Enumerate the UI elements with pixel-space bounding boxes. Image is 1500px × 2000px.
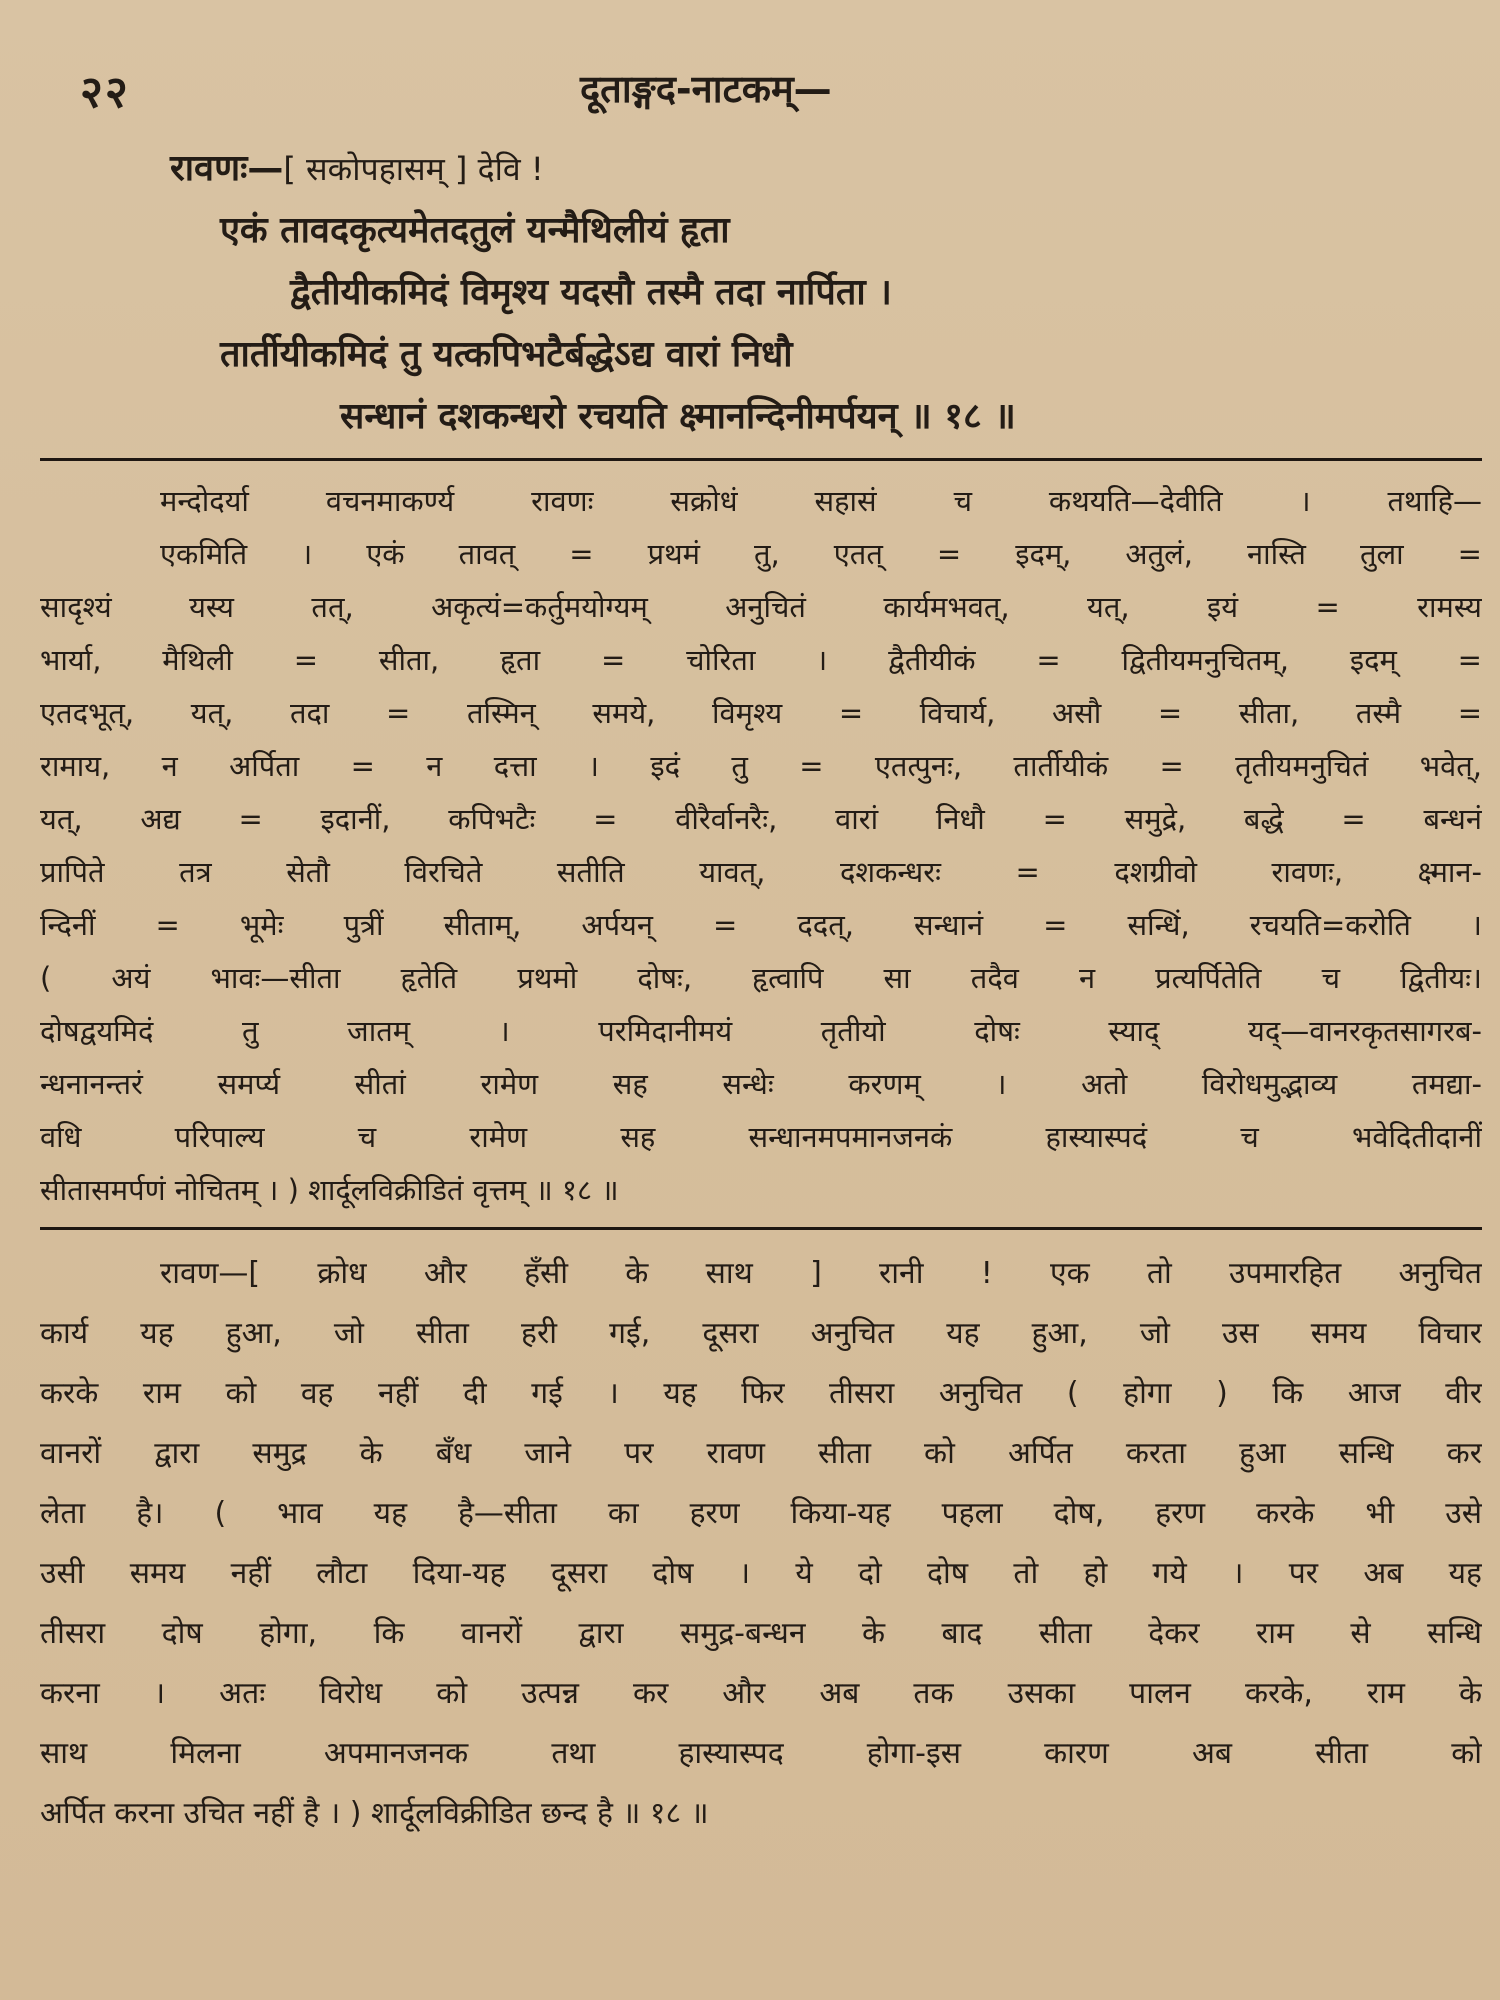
commentary-line: यत्, अद्य = इदानीं, कपिभटैः = वीरैर्वानरैः, वारां निधौ = समुद्रे, बद्धे = बन्धनं <box>40 802 1482 836</box>
commentary-line: ( अयं भावः—सीता हृतेति प्रथमो दोषः, हृत्वापि सा तदैव न प्रत्यर्पितेति च द्वितीयः। <box>40 961 1482 995</box>
verse-line: एकं तावदकृत्यमेतदतुलं यन्मैथिलीयं हृता <box>220 210 730 251</box>
commentary-line: न्धनानन्तरं समर्प्य सीतां रामेण सह सन्धेः करणम् । अतो विरोधमुद्भाव्य तमद्या- <box>40 1067 1482 1101</box>
verse-line: द्वैतीयीकमिदं विमृश्य यदसौ तस्मै तदा नार्पिता । <box>290 272 892 313</box>
commentary-line: एतदभूत्, यत्, तदा = तस्मिन् समये, विमृश्य = विचार्य, असौ = सीता, तस्मै = <box>40 696 1482 730</box>
translation-line: अर्पित करना उचित नहीं है । ) शार्दूलविक्रीडित छन्द है ॥ १८ ॥ <box>40 1796 709 1831</box>
page-header <box>40 60 1482 130</box>
running-title: दूताङ्गद-नाटकम्— <box>580 67 832 111</box>
translation-line: कार्य यह हुआ, जो सीता हरी गई, दूसरा अनुचित यह हुआ, जो उस समय विचार <box>40 1316 1482 1351</box>
translation-line: करना । अतः विरोध को उत्पन्न कर और अब तक उसका पालन करके, राम के <box>40 1676 1482 1711</box>
hindi-translation <box>40 1244 1482 1844</box>
sanskrit-commentary <box>40 475 1482 1217</box>
divider-rule <box>40 1227 1482 1230</box>
commentary-line: सादृश्यं यस्य तत्, अकृत्यं=कर्तुमयोग्यम् अनुचितं कार्यमभवत्, यत्, इयं = रामस्य <box>40 590 1482 624</box>
verse-line: सन्धानं दशकन्धरो रचयति क्ष्मानन्दिनीमर्पयन् ॥ १८ ॥ <box>340 396 1016 437</box>
commentary-line: न्दिनीं = भूमेः पुत्रीं सीताम्, अर्पयन् = ददत्, सन्धानं = सन्धिं, रचयति=करोति । <box>40 908 1482 942</box>
commentary-line: भार्या, मैथिली = सीता, हृता = चोरिता । द्वैतीयीकं = द्वितीयमनुचितम्, इदम् = <box>40 643 1482 677</box>
commentary-line: सीतासमर्पणं नोचितम् । ) शार्दूलविक्रीडितं वृत्तम् ॥ १८ ॥ <box>40 1173 619 1207</box>
verse-line: तार्तीयीकमिदं तु यत्कपिभटैर्बद्धेऽद्य वारां निधौ <box>220 334 793 375</box>
page-number: २२ <box>80 67 130 118</box>
translation-line: करके राम को वह नहीं दी गई । यह फिर तीसरा अनुचित ( होगा ) कि आज वीर <box>40 1376 1482 1411</box>
commentary-line: एकमिति । एकं तावत् = प्रथमं तु, एतत् = इदम्, अतुलं, नास्ति तुला = <box>160 537 1482 571</box>
translation-line: रावण—[ क्रोध और हँसी के साथ ] रानी ! एक तो उपमारहित अनुचित <box>160 1256 1482 1291</box>
translation-line: उसी समय नहीं लौटा दिया-यह दूसरा दोष । ये दो दोष तो हो गये । पर अब यह <box>40 1556 1482 1591</box>
translation-line: लेता है। ( भाव यह है—सीता का हरण किया-यह पहला दोष, हरण करके भी उसे <box>40 1496 1482 1531</box>
verse-speaker-line <box>40 138 1482 200</box>
verse-block <box>40 138 1482 448</box>
commentary-line: प्रापिते तत्र सेतौ विरचिते सतीति यावत्, दशकन्धरः = दशग्रीवो रावणः, क्ष्मान- <box>40 855 1482 889</box>
translation-line: तीसरा दोष होगा, कि वानरों द्वारा समुद्र-बन्धन के बाद सीता देकर राम से सन्धि <box>40 1616 1482 1651</box>
commentary-line: रामाय, न अर्पिता = न दत्ता । इदं तु = एतत्पुनः, तार्तीयीकं = तृतीयमनुचितं भवेत्, <box>40 749 1482 783</box>
translation-line: वानरों द्वारा समुद्र के बँध जाने पर रावण सीता को अर्पित करता हुआ सन्धि कर <box>40 1436 1482 1471</box>
speaker-name: रावणः— <box>170 148 284 189</box>
commentary-line: वधि परिपाल्य च रामेण सह सन्धानमपमानजनकं हास्यास्पदं च भवेदितीदानीं <box>40 1120 1482 1154</box>
commentary-line: मन्दोदर्या वचनमाकर्ण्य रावणः सक्रोधं सहासं च कथयति—देवीति । तथाहि— <box>160 484 1482 518</box>
translation-line: साथ मिलना अपमानजनक तथा हास्यास्पद होगा-इस कारण अब सीता को <box>40 1736 1482 1771</box>
stage-direction: [ सकोपहासम् ] देवि ! <box>283 150 544 188</box>
divider-rule <box>40 458 1482 461</box>
commentary-line: दोषद्वयमिदं तु जातम् । परमिदानीमयं तृतीयो दोषः स्याद् यद्—वानरकृतसागरब- <box>40 1014 1482 1048</box>
